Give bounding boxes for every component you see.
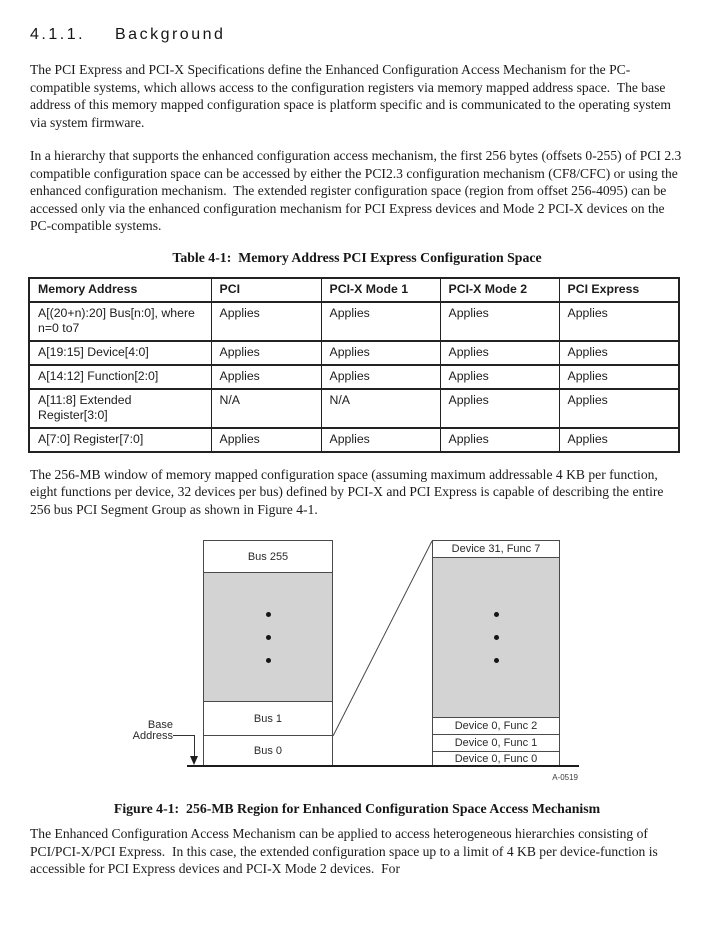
table-cell: A[11:8] Extended Register[3:0] [29,389,211,428]
table-cell: Applies [321,341,440,365]
device-0-func-1-cell: Device 0, Func 1 [433,735,559,752]
table-row [29,341,679,365]
table-caption: Table 4-1: Memory Address PCI Express Configuration Space [172,249,542,265]
table-cell: N/A [321,389,440,428]
table-cell: Applies [321,428,440,452]
paragraph-heterogeneous: The Enhanced Configuration Access Mechanism can be applied to access heterogeneous hierarchies consisting of PCI/PCI-X/PCI Express. In this case, the extended configuration space up to a limit of 4 KB per device-function is accessible for PCI Express devices and PCI-X Mode 2 devices. For [30,826,662,876]
table-header-row [29,278,679,302]
bus-0-cell: Bus 0 [204,736,332,766]
base-address-label [115,720,173,742]
ellipsis-dot [266,612,271,617]
device-ellipsis-region [433,558,559,718]
table-cell: Applies [440,428,559,452]
table-row [29,302,679,341]
down-arrow-icon [190,756,198,765]
table-row [29,389,679,428]
base-address-line [187,765,579,767]
bus-255-cell: Bus 255 [204,541,332,573]
paragraph-intro: The PCI Express and PCI-X Specifications define the Enhanced Configuration Access Mechanism for the PC-compatible systems, which allows access to the configuration registers via memory mapped address space. The base address of this memory mapped configuration space is platform specific and is communicated to the operating system via system firmware. [30,62,675,130]
table-cell: N/A [211,389,321,428]
device-31-func-7-cell: Device 31, Func 7 [433,541,559,558]
figure-diagram [30,534,684,789]
figure-caption: Figure 4-1: 256-MB Region for Enhanced Configuration Space Access Mechanism [113,801,601,816]
base-address-label-line2: Address [132,730,173,742]
table-header-cell: PCI [211,278,321,302]
ellipsis-dot [494,658,499,663]
bus-ellipsis-region [204,573,332,702]
table-cell: Applies [440,302,559,341]
memory-address-table [28,277,680,453]
artwork-id-label: A-0519 [552,773,578,782]
ellipsis-dot [266,658,271,663]
table-cell: Applies [211,341,321,365]
table-cell: Applies [211,365,321,389]
table-cell: A[7:0] Register[7:0] [29,428,211,452]
table-cell: Applies [211,428,321,452]
bus-1-cell: Bus 1 [204,702,332,736]
table-cell: A[14:12] Function[2:0] [29,365,211,389]
section-heading [30,26,684,44]
ellipsis-dot [494,612,499,617]
section-number: 4.1.1. [30,26,86,43]
table-cell: Applies [559,389,679,428]
table-header-cell: PCI Express [559,278,679,302]
device-stack [432,540,560,767]
table-row [29,365,679,389]
table-cell: Applies [440,365,559,389]
paragraph-hierarchy: In a hierarchy that supports the enhanced configuration access mechanism, the first 256 bytes (offsets 0-255) of PCI 2.3 compatible configuration space can be accessed by either the PCI2.3 configuration mechanism (CF8/CFC) or using the enhanced configuration mechanism. The extended register configuration space (region from offset 256-4095) can be accessed only via the enhanced configuration mechanism for PCI Express devices and Mode 2 PCI-X devices on the PC-compatible systems. [30,148,685,233]
table-cell: Applies [321,302,440,341]
table-cell: A[(20+n):20] Bus[n:0], where n=0 to7 [29,302,211,341]
table-row [29,428,679,452]
table-cell: Applies [321,365,440,389]
table-cell: Applies [211,302,321,341]
table-cell: Applies [559,341,679,365]
table-cell: Applies [440,341,559,365]
paragraph-window: The 256-MB window of memory mapped configuration space (assuming maximum addressable 4 KB per function, eight functions per device, 32 devices per bus) defined by PCI-X and PCI Express is capable of describing the entire 256 bus PCI Segment Group as shown in Figure 4-1. [30,466,667,517]
table-header-cell: Memory Address [29,278,211,302]
table-header-cell: PCI-X Mode 1 [321,278,440,302]
base-address-label-line1: Base [147,719,173,731]
table-header-cell: PCI-X Mode 2 [440,278,559,302]
base-address-connector [173,735,195,736]
table-cell: Applies [559,365,679,389]
expansion-line [30,534,684,789]
section-title: Background [115,26,226,43]
device-0-func-0-cell: Device 0, Func 0 [433,752,559,766]
table-cell: Applies [559,428,679,452]
bus-stack [203,540,333,767]
table-cell: Applies [559,302,679,341]
table-cell: A[19:15] Device[4:0] [29,341,211,365]
ellipsis-dot [266,635,271,640]
table-cell: Applies [440,389,559,428]
ellipsis-dot [494,635,499,640]
device-0-func-2-cell: Device 0, Func 2 [433,718,559,735]
